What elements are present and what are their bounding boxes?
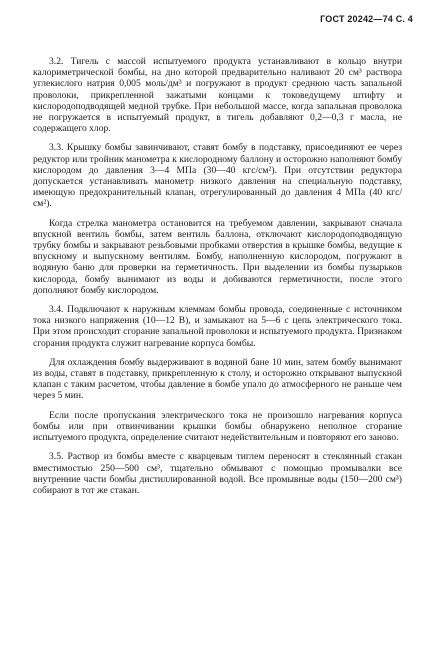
paragraph-3-4: 3.4. Подключают к наружным клеммам бомбы провода, соединенные с источником тока низкого напряжения (10—12 В), и замыкают на 5—6 с цепь электрического тока. При этом происходит сгорание запальной проволоки и испытуемого продукта. Признаком сгорания продукта служит нагревание корпуса бомбы. (33, 304, 402, 349)
paragraph-3-4-cooling: Для охлаждения бомбу выдерживают в водяной бане 10 мин, затем бомбу вынимают из воды, ставят в подставку, прикрепленную к столу, и осторожно открывают выпускной клапан с таким расчетом, чтобы давление в бомбе упало до атмосферного не раньше чем через 5 мин. (33, 356, 402, 402)
paragraph-3-4-invalid: Если после пропускания электрического тока не произошло нагревания корпуса бомбы или при отвинчивании крышки бомбы обнаружено неполное сгорание испытуемого продукта, определение считают недействительным и повторяют его заново. (33, 409, 402, 444)
running-header: ГОСТ 20242—74 С. 4 (320, 14, 413, 24)
paragraph-3-5: 3.5. Раствор из бомбы вместе с кварцевым тиглем переносят в стеклянный стакан вместимостью 250—500 см³, тщательно обмывают с помощью промывалки все внутренние части бомбы дистиллированной водой. Все промывные воды (150—200 см³) собирают в тот же стакан. (33, 451, 402, 496)
paragraph-3-2: 3.2. Тигель с массой испытуемого продукта устанавливают в кольцо внутри калориметрической бомбы, на дно которой предварительно наливают 20 см³ раствора углекислого натрия 0,005 моль/дм³ и погружают в продукт среднюю часть запальной проволоки, прикрепленной зажатыми концами к токоведущему штифту и кислородоподводящей медной трубке. При небольшой массе, когда запальная проволока не погружается в испытуемый продукт, в тигель добавляют 0,2—0,3 г масла, не содержащего хлор. (33, 56, 402, 135)
paragraph-3-3-valves: Когда стрелка манометра остановится на требуемом давлении, закрывают сначала впускной вентиль бомбы, затем вентиль баллона, отключают кислородоподводящую трубку бомбы и закрывают резьбовыми пробками отверстия в крышке бомбы, ведущие к впускному и выпускному вентилям. Бомбу, наполненную кислородом, погружают в водяную баню для проверки на герметичность. При выделении из бомбы пузырьков кислорода, бомбу вынимают из воды и добиваются герметичности, после этого дополняют бомбу кислородом. (33, 217, 402, 296)
paragraph-3-3: 3.3. Крышку бомбы завинчивают, ставят бомбу в подставку, присоединяют ее через редуктор или тройник манометра к кислородному баллону и осторожно наполняют бомбу кислородом до давления 3—4 МПа (30—40 кгс/см²). При отсутствии редуктора допускается устанавливать манометр низкого давления на специальную подставку, имеющую предохранительный клапан, отрегулированный до давления 4 МПа (40 кгс/см²). (33, 142, 402, 210)
document-body (33, 56, 402, 496)
